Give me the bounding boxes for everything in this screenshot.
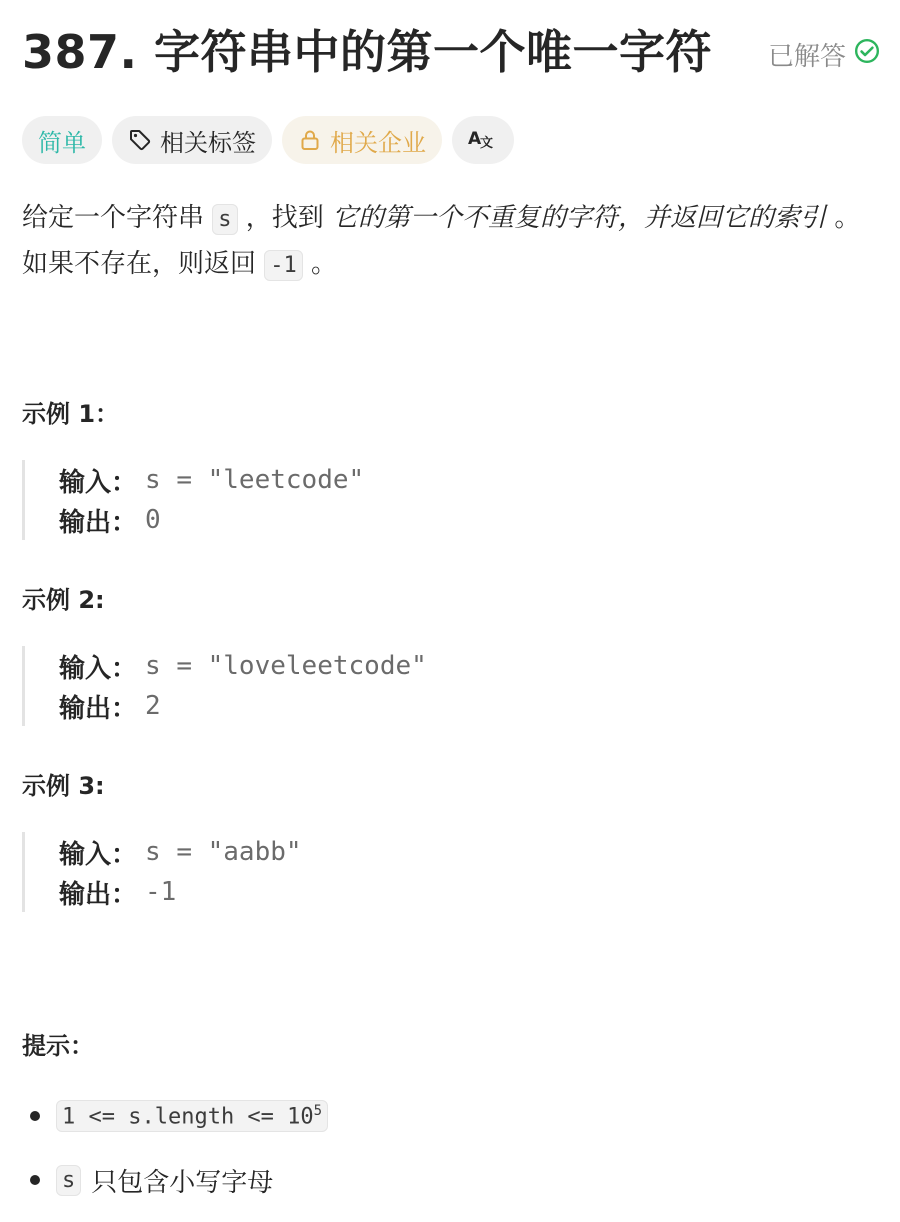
problem-description xyxy=(22,196,872,288)
related-companies-button[interactable] xyxy=(282,116,442,164)
desc-text-2: ，找到 xyxy=(237,203,333,233)
svg-text:文: 文 xyxy=(480,135,494,150)
input-value: s = "leetcode" xyxy=(145,465,365,495)
output-label: 输出： xyxy=(59,879,138,910)
output-value: -1 xyxy=(145,877,177,907)
input-label: 输入： xyxy=(59,653,138,684)
hint-item xyxy=(22,1094,872,1138)
input-label: 输入： xyxy=(59,839,138,870)
example-3-block xyxy=(22,832,722,912)
translate-icon xyxy=(468,126,498,155)
difficulty-tag[interactable] xyxy=(22,116,102,164)
input-label: 输入： xyxy=(59,467,138,498)
check-circle-icon xyxy=(854,38,880,71)
output-value: 2 xyxy=(145,691,161,721)
related-tags-label: 相关标签 xyxy=(160,128,256,157)
hint-constraint-text: 1 <= s.length <= 10 xyxy=(62,1104,314,1130)
related-tags-button[interactable] xyxy=(112,116,272,164)
hint-item xyxy=(22,1158,872,1202)
output-label: 输出： xyxy=(59,693,138,724)
input-value: s = "aabb" xyxy=(145,837,302,867)
hint-constraint-exponent: 5 xyxy=(313,1102,323,1119)
bullet-icon xyxy=(30,1111,40,1121)
difficulty-label: 简单 xyxy=(38,128,86,157)
hints-title: 提示： xyxy=(22,1032,94,1060)
solved-status xyxy=(768,36,880,73)
desc-italic: 它的第一个不重复的字符，并返回它的索引 xyxy=(332,203,827,233)
desc-text-4: 。 xyxy=(302,249,338,279)
hint-text: 只包含小写字母 xyxy=(91,1167,274,1198)
output-label: 输出： xyxy=(59,507,138,538)
tag-icon xyxy=(128,128,152,152)
desc-text-3: 。如果不存在，则返回 xyxy=(22,203,861,279)
hints-list xyxy=(22,1094,872,1222)
example-3-title: 示例 3: xyxy=(22,772,105,800)
tag-bar xyxy=(22,116,514,164)
input-value: s = "loveleetcode" xyxy=(145,651,427,681)
example-2-title: 示例 2: xyxy=(22,586,105,614)
hint-code-s: s xyxy=(56,1165,81,1196)
svg-text:A: A xyxy=(468,128,482,149)
example-1-block xyxy=(22,460,722,540)
problem-title: 387. 字符串中的第一个唯一字符 xyxy=(22,25,713,79)
desc-text-1: 给定一个字符串 xyxy=(22,203,213,233)
code-s: s xyxy=(212,204,237,235)
lock-icon xyxy=(298,128,322,152)
bullet-icon xyxy=(30,1175,40,1185)
solved-label: 已解答 xyxy=(767,42,846,72)
output-value: 0 xyxy=(145,505,161,535)
related-companies-label: 相关企业 xyxy=(330,128,426,157)
example-2-block xyxy=(22,646,722,726)
example-1-title: 示例 1： xyxy=(22,400,120,428)
hint-constraint-code xyxy=(56,1100,328,1132)
translate-button[interactable] xyxy=(452,116,514,164)
code-neg1: -1 xyxy=(264,250,303,281)
